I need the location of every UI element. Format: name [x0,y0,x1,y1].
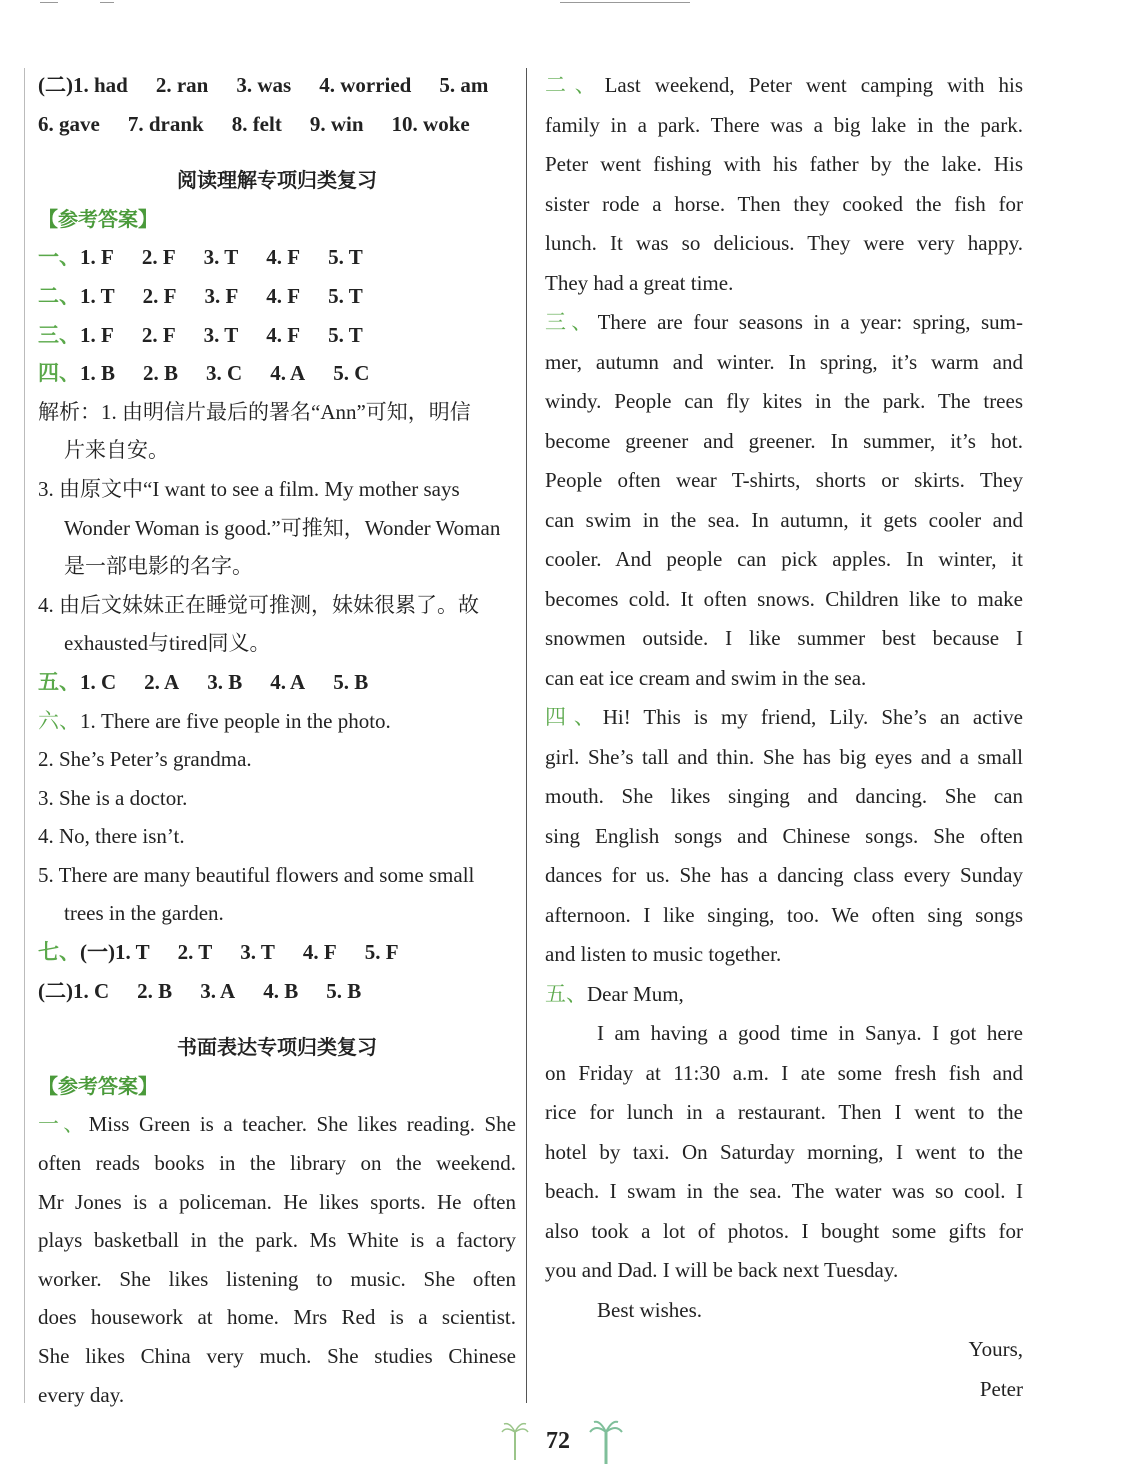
essay-line: becomes cold. It often snows. Children like to make [545,586,1023,611]
analysis-line: 片来自安。 [64,438,169,463]
letter-closing: Best wishes. [597,1297,702,1322]
essay-line: family in a park. There was a big lake in the park. [545,112,1023,137]
essay-line: Peter went fishing with his father by the lake. His [545,152,1023,176]
letter-line: hotel by taxi. On Saturday morning, I went to the [545,1139,1023,1164]
essay-line: They had a great time. [545,270,734,295]
essay-line: 一、Miss Green is a teacher. She likes reading. She [38,1112,516,1137]
essay-line: girl. She’s tall and thin. She has big eyes and a small [545,744,1023,769]
analysis-line: Wonder Woman is good.”可推知，Wonder Woman [64,515,501,540]
essay-line: can eat ice cream and swim in the sea. [545,665,867,690]
essay-line: People often wear T-shirts, shorts or skirts. They [545,468,1023,492]
section-title: 阅读理解专项归类复习 [177,168,377,193]
letter-greeting: 五、Dear Mum, [545,981,684,1006]
analysis-line: 3. 由原文中“I want to see a film. My mother says [38,476,460,501]
analysis-line: 是一部电影的名字。 [64,554,253,579]
essay-line: sing English songs and Chinese songs. She often [545,823,1023,848]
essay-line: plays basketball in the park. Ms White is a factory [38,1228,516,1253]
column-divider [526,68,527,1403]
essay-line: become greener and greener. In summer, it’s hot. [545,428,1023,453]
essay-line: 二、Last weekend, Peter went camping with his [545,73,1023,97]
letter-line: rice for lunch in a restaurant. Then I went to the [545,1100,1023,1124]
top-rule [100,2,114,3]
top-rule [40,2,58,3]
reference-label: 【参考答案】 [38,1073,158,1098]
top-rule [560,2,690,3]
letter-signature: Peter [979,1376,1023,1401]
letter-sign-off: Yours, [968,1337,1023,1361]
essay-line: snowmen outside. I like summer best because I [545,626,1023,650]
answer-row: 四、1. B 2. B 3. C 4. A 5. C [38,361,370,386]
essay-line: can swim in the sea. In autumn, it gets cooler and [545,507,1023,532]
essay-line: does housework at home. Mrs Red is a scientist. [38,1305,516,1330]
reference-label: 【参考答案】 [38,206,158,231]
answer-sentence: 5. There are many beautiful flowers and some small [38,862,475,887]
answer-row: (二)1. had 2. ran 3. was 4. worried 5. am [38,73,489,97]
essay-line: windy. People can fly kites in the park. The trees [545,389,1023,413]
analysis-line: exhausted与tired同义。 [64,631,271,656]
page-number: 72 [546,1428,570,1454]
essay-line: sister rode a horse. Then they cooked the fish for [545,191,1023,216]
essay-line: dances for us. She has a dancing class every Sunday [545,863,1023,887]
answer-row: 七、(一)1. T 2. T 3. T 4. F 5. F [38,940,399,965]
analysis-line: 4. 由后文妹妹正在睡觉可推测，妹妹很累了。故 [38,592,479,617]
essay-line: 三、There are four seasons in a year: spring, sum- [545,310,1023,334]
essay-line: worker. She likes listening to music. She often [38,1266,516,1291]
essay-line: often reads books in the library on the weekend. [38,1151,516,1176]
letter-line: also took a lot of photos. I bought some gifts for [545,1218,1023,1243]
answer-sentence: 4. No, there isn’t. [38,824,185,849]
essay-line: cooler. And people can pick apples. In winter, it [545,547,1023,571]
page-edge [24,68,25,1403]
essay-line: mouth. She likes singing and dancing. She can [545,784,1023,808]
letter-line: I am having a good time in Sanya. I got here [597,1021,1023,1045]
answer-sentence: 六、1. There are five people in the photo. [38,708,391,733]
answer-row: (二)1. C 2. B 3. A 4. B 5. B [38,978,362,1003]
letter-line: beach. I swam in the sea. The water was so cool. I [545,1179,1023,1203]
essay-line: She likes China very much. She studies Chinese [38,1344,516,1368]
answer-sentence: 2. She’s Peter’s grandma. [38,747,252,772]
essay-line: mer, autumn and winter. In spring, it’s warm and [545,349,1023,374]
letter-line: you and Dad. I will be back next Tuesday. [545,1258,899,1282]
analysis-line: 解析：1. 由明信片最后的署名“Ann”可知，明信 [38,399,471,424]
answer-row: 三、1. F 2. F 3. T 4. F 5. T [38,322,363,347]
essay-line: afternoon. I like singing, too. We often sing songs [545,902,1023,927]
answer-sentence: 3. She is a doctor. [38,785,188,810]
answer-row: 6. gave 7. drank 8. felt 9. win 10. woke [38,111,470,136]
palm-tree-icon [500,1420,530,1460]
essay-line: and listen to music together. [545,942,782,966]
letter-line: on Friday at 11:30 a.m. I ate some fresh fish and [545,1060,1023,1085]
answer-sentence: trees in the garden. [64,901,224,926]
answer-row: 一、1. F 2. F 3. T 4. F 5. T [38,245,363,270]
essay-line: 四、Hi! This is my friend, Lily. She’s an active [545,705,1023,729]
section-title: 书面表达专项归类复习 [177,1035,377,1060]
essay-line: lunch. It was so delicious. They were very happy. [545,231,1023,255]
palm-tree-icon [588,1420,624,1464]
answer-row: 二、1. T 2. F 3. F 4. F 5. T [38,283,363,308]
essay-line: Mr Jones is a policeman. He likes sports. He often [38,1189,516,1214]
answer-row: 五、1. C 2. A 3. B 4. A 5. B [38,669,369,694]
left-column [38,66,516,1414]
essay-line: every day. [38,1382,125,1407]
right-column [545,66,1023,1409]
